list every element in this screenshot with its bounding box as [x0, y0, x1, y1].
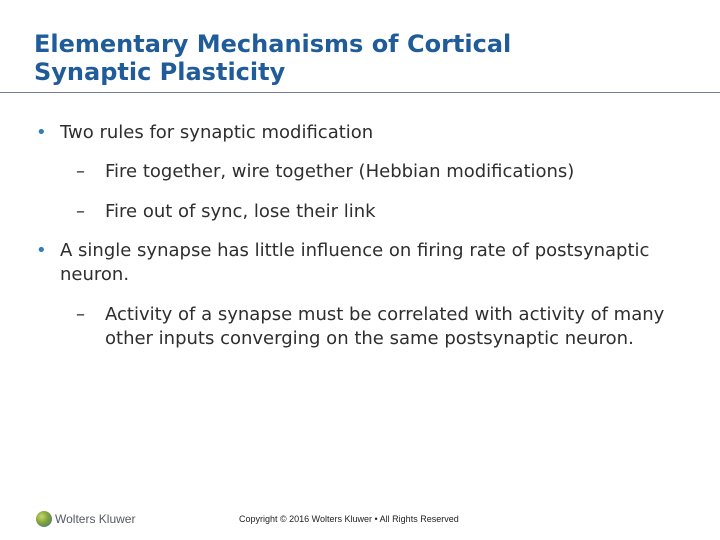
sub-bullet-item-1-1-text: Fire together, wire together (Hebbian modifications)	[105, 161, 575, 182]
bullet-dot-icon: •	[36, 122, 47, 143]
bullet-item-2-text: A single synapse has little influence on firing rate of postsynaptic neuron.	[60, 240, 650, 285]
sub-bullet-item-2-1	[36, 303, 706, 351]
slide-title	[34, 30, 694, 86]
slide-title-line-2: Synaptic Plasticity	[34, 58, 286, 86]
sub-bullet-item-1-2-text: Fire out of sync, lose their link	[105, 201, 376, 222]
slide-title-line-1: Elementary Mechanisms of Cortical	[34, 30, 512, 58]
dash-icon: –	[76, 201, 85, 222]
sub-bullet-item-2-1-text: Activity of a synapse must be correlated with activity of many other inputs converging on the same postsynaptic neuron.	[105, 304, 665, 349]
dash-icon: –	[76, 161, 85, 182]
sub-bullet-item-1-2	[36, 200, 706, 224]
bullet-item-2	[36, 239, 706, 287]
bullet-dot-icon: •	[36, 240, 47, 261]
logo-globe-icon	[36, 511, 52, 527]
wolters-kluwer-logo	[36, 511, 135, 527]
bullet-item-1	[36, 121, 706, 145]
copyright-notice: Copyright © 2016 Wolters Kluwer • All Rights Reserved	[239, 514, 459, 524]
bullet-item-1-text: Two rules for synaptic modification	[60, 122, 374, 143]
sub-bullet-item-1-1	[36, 160, 706, 184]
title-divider	[0, 92, 720, 93]
slide-body	[36, 121, 706, 351]
dash-icon: –	[76, 304, 85, 325]
logo-text: Wolters Kluwer	[55, 512, 136, 526]
